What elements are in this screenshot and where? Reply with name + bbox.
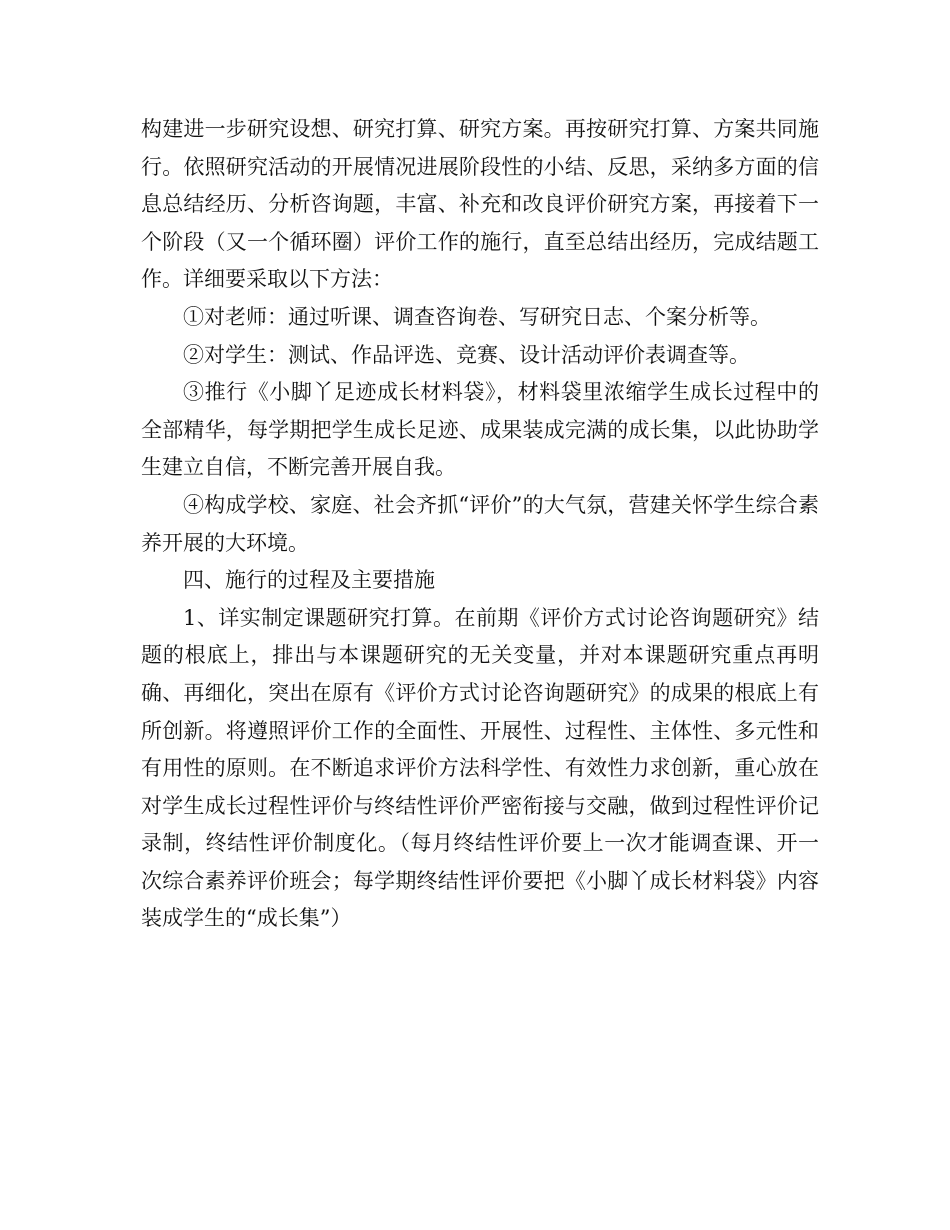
paragraph-method-students: ②对学生：测试、作品评选、竞赛、设计活动评价表调查等。 [183,342,750,367]
document-body [141,111,819,938]
paragraph-implementation-plan: 1、详实制定课题研究打算。在前期《评价方式讨论咨询题研究》结题的根底上，排出与本课题研究的无关变量，并对本课题研究重点再明确、再细化，突出在原有《评价方式讨论咨询题研究》的成果的根底上有所创新。将遵照评价工作的全面性、开展性、过程性、主体性、多元性和有用性的原则。在不断追求评价方法科学性、有效性力求创新，重心放在对学生成长过程性评价与终结性评价严密衔接与交融，做到过程性评价记录制，终结性评价制度化。（每月终结性评价要上一次才能调查课、开一次综合素养评价班会；每学期终结性评价要把《小脚丫成长材料袋》内容装成学生的“成长集”） [141,605,819,931]
paragraph-method-environment: ④构成学校、家庭、社会齐抓“评价”的大气氛，营建关怀学生综合素养开展的大环境。 [141,492,819,555]
paragraph-research-plan: 构建进一步研究设想、研究打算、研究方案。再按研究打算、方案共同施行。依照研究活动的开展情况进展阶段性的小结、反思，采纳多方面的信息总结经历、分析咨询题，丰富、补充和改良评价研究方案，再接着下一个阶段（又一个循环圈）评价工作的施行，直至总结出经历，完成结题工作。详细要采取以下方法： [141,117,819,292]
section-heading-implementation: 四、施行的过程及主要措施 [183,568,435,593]
paragraph-method-teachers: ①对老师：通过听课、调查咨询卷、写研究日志、个案分析等。 [183,304,771,329]
paragraph-method-portfolio: ③推行《小脚丫足迹成长材料袋》，材料袋里浓缩学生成长过程中的全部精华，每学期把学生成长足迹、成果装成完满的成长集，以此协助学生建立自信，不断完善开展自我。 [141,380,819,480]
